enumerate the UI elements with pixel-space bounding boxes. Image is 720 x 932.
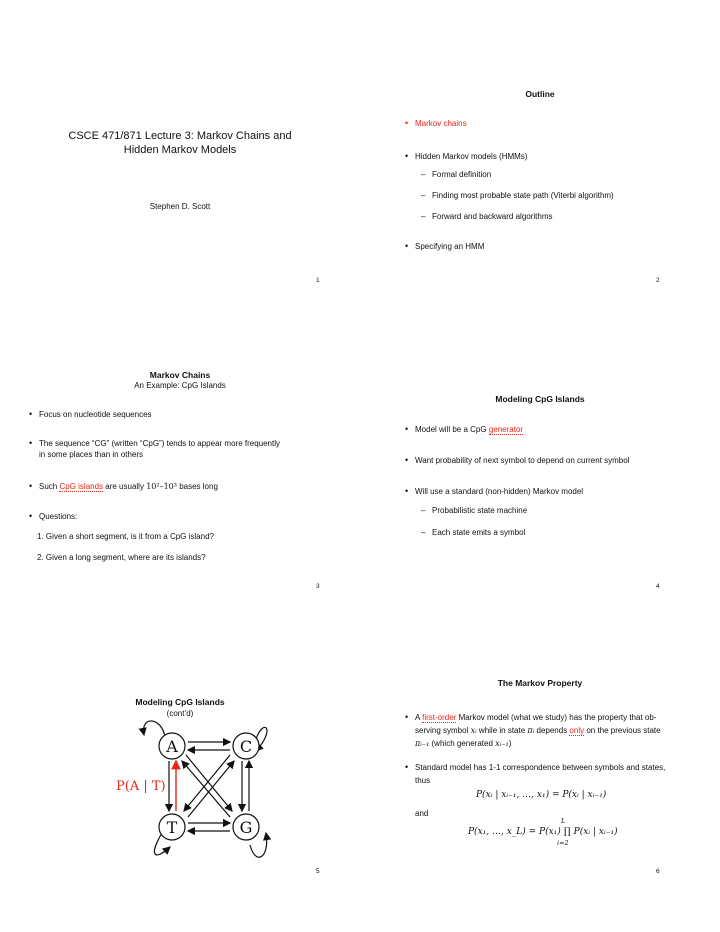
generator-link[interactable]: generator	[488, 425, 524, 434]
page-number: 1	[316, 277, 320, 284]
slide-2	[360, 0, 720, 310]
bullet-cg	[39, 438, 349, 460]
slide-3-subtitle: An Example: CpG Islands	[134, 381, 226, 390]
range-value: 10²–10³	[146, 482, 177, 491]
self-loop-a	[144, 721, 165, 737]
slide-1	[0, 0, 360, 310]
bullet-cg-line-2: in some places than in others	[39, 450, 144, 459]
edge-a-g	[186, 755, 232, 811]
symbol-xi: xᵢ	[470, 726, 477, 735]
one-to-one-line-2: thus	[415, 776, 431, 785]
symbol-pii-minus-1: πᵢ₋₁	[415, 739, 430, 748]
one-to-one-line-1: • Standard model has 1-1 correspondence between symbols and states,	[415, 763, 666, 772]
author: Stephen D. Scott	[149, 202, 211, 211]
text: bases long	[176, 482, 218, 491]
slide-2-title: Outline	[525, 89, 555, 99]
title-line-2: Hidden Markov Models	[123, 144, 237, 156]
outline-subitem-viterbi: – Finding most probable state path (Viterbi algorithm)	[432, 189, 614, 202]
joint-probability-equation: P(x₁, …, x_L) = P(x₁) ∏ P(xᵢ | xᵢ₋₁)	[468, 827, 618, 837]
text: on the previous state	[584, 726, 661, 735]
symbol-xi-minus-1: xᵢ₋₁	[495, 739, 509, 748]
page-number: 5	[316, 868, 320, 875]
text: depends	[534, 726, 570, 735]
node-g	[233, 814, 259, 840]
node-t-label: T	[166, 818, 178, 837]
outline-subitem-forward-backward: – Forward and backward algorithms	[432, 210, 553, 223]
edge-label-p-a-given-t: P(A | T)	[116, 779, 166, 794]
first-order-line-3	[415, 737, 511, 750]
text: are usually	[103, 482, 147, 491]
edge-c-t	[184, 755, 230, 811]
only-link[interactable]: only	[569, 726, 585, 735]
cpg-islands-link[interactable]: CpG islands	[59, 482, 104, 491]
slide-5-title: Modeling CpG Islands	[135, 697, 225, 707]
text: )	[508, 739, 512, 748]
page-number: 3	[316, 583, 320, 590]
edge-t-c	[188, 761, 234, 817]
bullet-probability: • Want probability of next symbol to depend on current symbol	[415, 454, 629, 467]
slide-1-title	[40, 129, 320, 157]
text: Model will be a CpG	[415, 425, 489, 434]
outline-item-markov-chains[interactable]: • Markov chains	[415, 117, 467, 130]
text: serving symbol	[415, 726, 471, 735]
title-line-1: CSCE 471/871 Lecture 3: Markov Chains and	[68, 130, 292, 142]
slide-3-title: Markov Chains	[149, 370, 211, 380]
bullet-focus: • Focus on nucleotide sequences	[39, 408, 152, 421]
text: while in state	[476, 726, 528, 735]
node-a-label: A	[166, 737, 178, 756]
slide-4-title: Modeling CpG Islands	[495, 394, 585, 404]
outline-item-hmms: • Hidden Markov models (HMMs)	[415, 150, 527, 163]
slide-4	[360, 310, 720, 620]
equation-joint	[468, 817, 668, 851]
node-g-label: G	[239, 818, 253, 837]
question-1: 1. Given a short segment, is it from a CpG island?	[37, 532, 214, 541]
symbol-pii: πᵢ	[527, 726, 535, 735]
bullet-cg-line-1: • The sequence “CG” (written “CpG”) tends to appear more frequently	[39, 439, 280, 448]
slide-6	[360, 620, 720, 932]
node-t	[159, 814, 185, 840]
page-number: 6	[656, 868, 660, 875]
bullet-one-to-one	[415, 761, 705, 787]
slide-5-subtitle: (cont’d)	[166, 709, 194, 718]
markov-chain-diagram	[110, 715, 290, 885]
text: A	[415, 713, 423, 722]
outline-subitem-formal-definition: – Formal definition	[432, 168, 491, 181]
bullet-generator	[415, 423, 523, 436]
node-c-label: C	[239, 737, 253, 756]
bullet-islands	[39, 480, 218, 493]
subitem-state-machine: – Probabilistic state machine	[432, 504, 527, 517]
page-number: 4	[656, 583, 660, 590]
bullet-markov-model: • Will use a standard (non-hidden) Markov model	[415, 485, 583, 498]
and-text: and	[415, 809, 429, 818]
product-upper-limit: L	[561, 817, 566, 825]
product-lower-limit: i=2	[557, 839, 569, 847]
slide-6-title: The Markov Property	[497, 678, 583, 688]
node-c	[233, 733, 259, 759]
slide-3	[0, 310, 360, 620]
first-order-link[interactable]: first-order	[422, 713, 457, 722]
first-order-line-2	[415, 724, 661, 737]
bullet-questions: • Questions:	[39, 510, 77, 523]
node-a	[159, 733, 185, 759]
slide-5	[0, 620, 360, 932]
equation-markov-property: P(xᵢ | xᵢ₋₁, …, x₁) = P(xᵢ | xᵢ₋₁)	[476, 790, 607, 800]
edge-g-a	[182, 761, 230, 817]
question-2: 2. Given a long segment, where are its islands?	[37, 553, 206, 562]
text: Markov model (what we study) has the property that ob-	[456, 713, 657, 722]
text: (which generated	[429, 739, 496, 748]
page-number: 2	[656, 277, 660, 284]
text: Such	[39, 482, 60, 491]
subitem-emits-symbol: – Each state emits a symbol	[432, 526, 525, 539]
outline-item-specifying-hmm: • Specifying an HMM	[415, 240, 484, 253]
bullet-first-order	[415, 711, 656, 724]
